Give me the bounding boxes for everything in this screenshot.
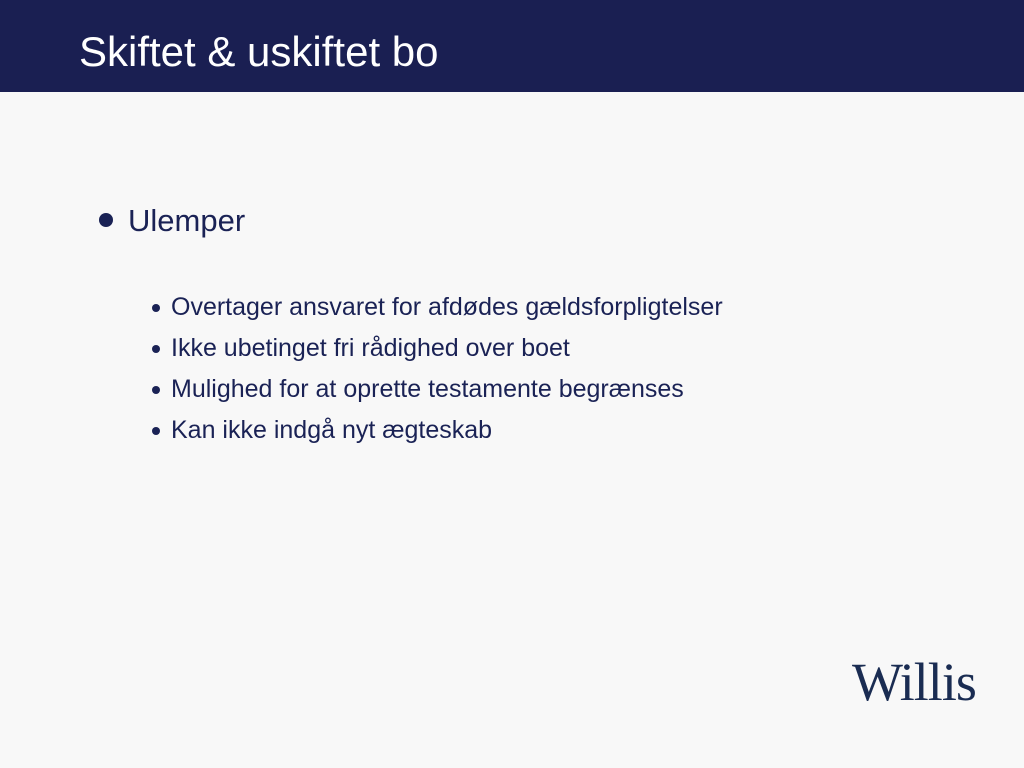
sub-bullet-list [150, 287, 723, 451]
sub-bullet-text: Ikke ubetinget fri rådighed over boet [171, 334, 570, 362]
sub-bullet-dot-icon [152, 386, 160, 394]
sub-bullet-text: Overtager ansvaret for afdødes gældsforpligtelser [171, 293, 723, 321]
sub-bullet-text: Kan ikke indgå nyt ægteskab [171, 416, 493, 444]
sub-bullet-item [150, 410, 723, 451]
sub-bullet-item [150, 328, 723, 369]
sub-bullet-dot-icon [152, 345, 160, 353]
bullet-item-ulemper [96, 203, 245, 239]
title-bar [0, 0, 1024, 92]
sub-bullet-text: Mulighed for at oprette testamente begrænses [171, 375, 684, 403]
bullet-dot-icon [99, 213, 113, 227]
willis-logo: Willis [852, 652, 976, 712]
sub-bullet-dot-icon [152, 304, 160, 312]
sub-bullet-dot-icon [152, 427, 160, 435]
slide-title: Skiftet & uskiftet bo [79, 28, 439, 75]
bullet-text: Ulemper [128, 203, 246, 238]
sub-bullet-item [150, 369, 723, 410]
sub-bullet-item [150, 287, 723, 328]
